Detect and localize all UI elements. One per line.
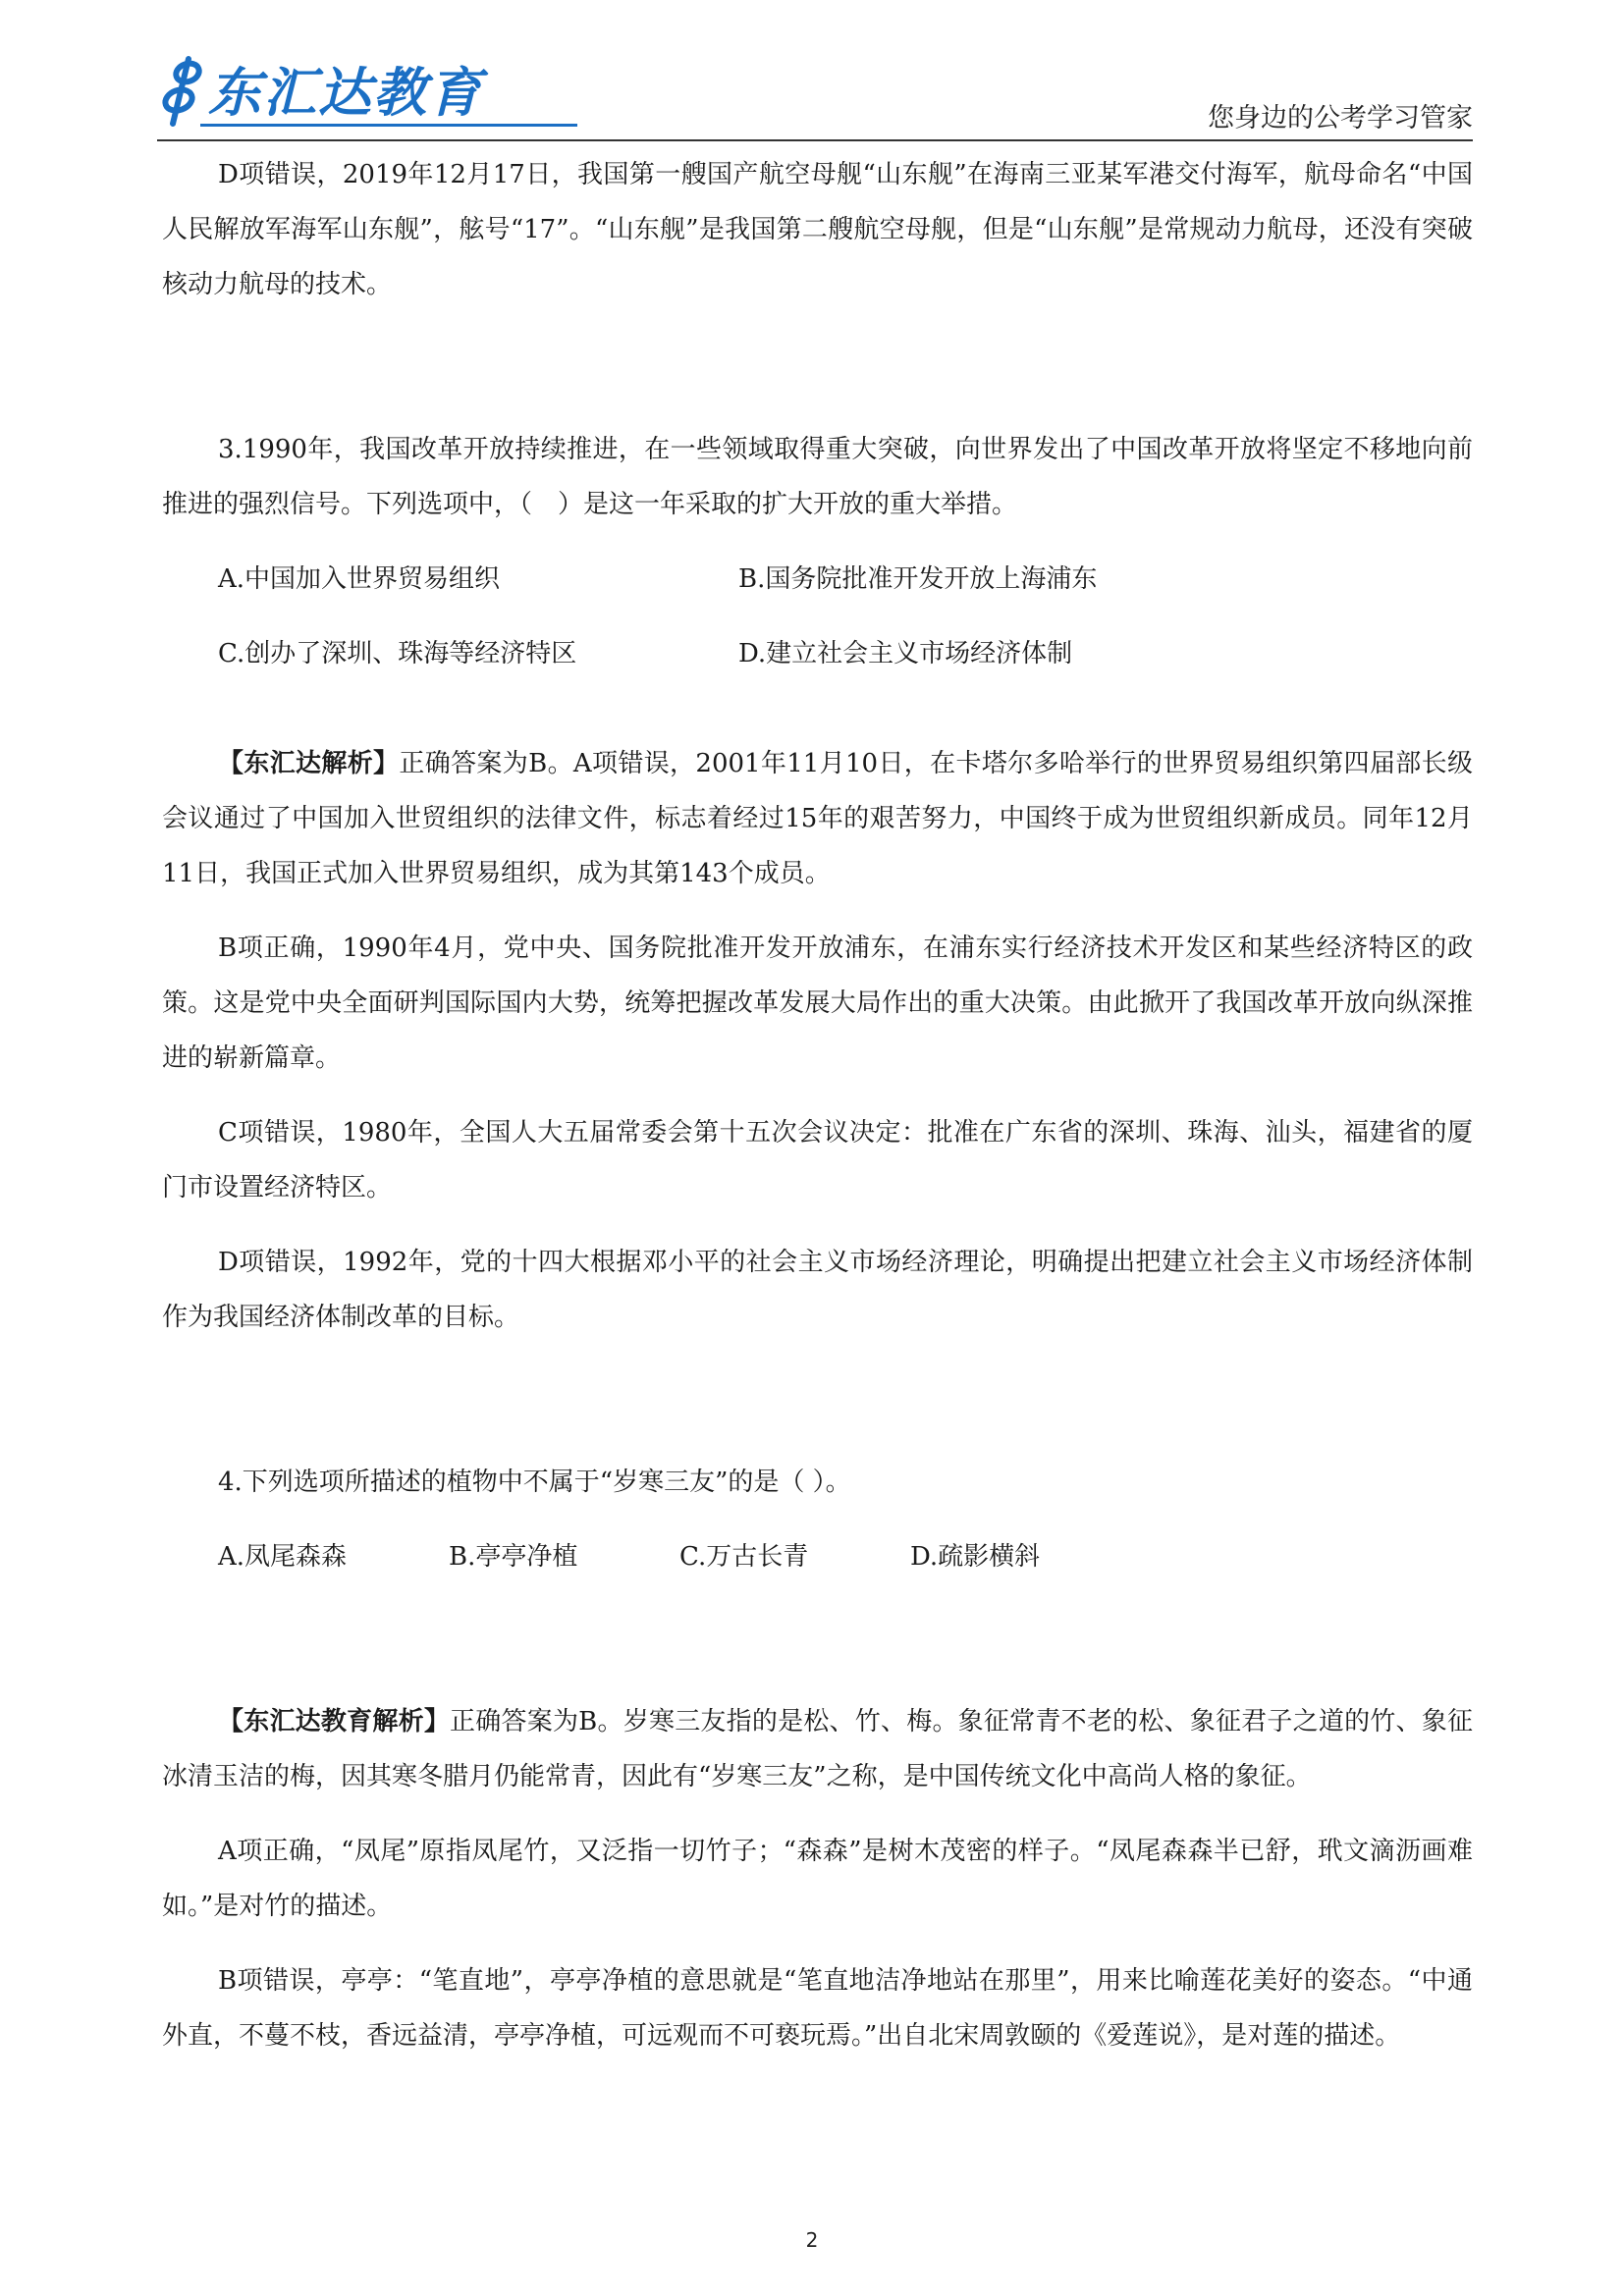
q4-option-d: D.疏影横斜 — [910, 1542, 1041, 1572]
q4-option-b: B.亭亭净植 — [449, 1542, 578, 1572]
spacer — [162, 681, 1473, 736]
q3-option-d: D.建立社会主义市场经济体制 — [738, 639, 1073, 668]
logo-text: 东汇达教育 — [208, 62, 483, 124]
spacer — [162, 1510, 1473, 1529]
answer-3-label: 【东汇达解析】 — [218, 749, 400, 778]
document-body — [162, 147, 1473, 2063]
spacer — [162, 1086, 1473, 1105]
logo — [157, 49, 589, 128]
spacer — [162, 532, 1473, 552]
q3-option-b: B.国务院批准开发开放上海浦东 — [738, 564, 1098, 594]
logo-underline — [200, 124, 577, 127]
answer-4-label: 【东汇达教育解析】 — [218, 1707, 451, 1736]
q3-option-a: A.中国加入世界贸易组织 — [218, 564, 501, 594]
page-number: 2 — [805, 2228, 819, 2252]
question-3: 3.1990年，我国改革开放持续推进，在一些领域取得重大突破，向世界发出了中国改革开放将坚定不移地向前推进的强烈信号。下列选项中，（ ）是这一年采取的扩大开放的重大举措。 — [162, 435, 1473, 519]
header-divider — [157, 139, 1473, 141]
q3-option-c: C.创办了深圳、珠海等经济特区 — [218, 639, 577, 668]
page-header — [157, 39, 1473, 141]
spacer — [162, 901, 1473, 921]
answer-4-a: A项正确，“凤尾”原指凤尾竹，又泛指一切竹子；“森森”是树木茂密的样子。“凤尾森森半已舒，玳文滴沥画难如。”是对竹的描述。 — [162, 1837, 1473, 1921]
spacer — [162, 312, 1473, 422]
q3-options-row-1 — [162, 552, 1473, 607]
q4-option-a: A.凤尾森森 — [218, 1542, 348, 1572]
logo-mark-icon — [159, 53, 206, 130]
spacer — [162, 1215, 1473, 1235]
q3-options-row-2 — [162, 626, 1473, 681]
answer-3-d: D项错误，1992年，党的十四大根据邓小平的社会主义市场经济理论，明确提出把建立社会主义市场经济体制作为我国经济体制改革的目标。 — [162, 1248, 1473, 1332]
spacer — [162, 1934, 1473, 1953]
spacer — [162, 1804, 1473, 1824]
paragraph-d-explanation: D项错误，2019年12月17日，我国第一艘国产航空母舰“山东舰”在海南三亚某军港交付海军，航母命名“中国人民解放军海军山东舰”，舷号“17”。“山东舰”是我国第二艘航空母舰，但是“山东舰”是常规动力航母，还没有突破核动力航母的技术。 — [162, 160, 1473, 299]
answer-3-c: C项错误，1980年，全国人大五届常委会第十五次会议决定：批准在广东省的深圳、珠海、汕头，福建省的厦门市设置经济特区。 — [162, 1118, 1473, 1202]
header-slogan: 您身边的公考学习管家 — [1208, 103, 1473, 133]
spacer — [162, 1584, 1473, 1694]
answer-3-b: B项正确，1990年4月，党中央、国务院批准开发开放浦东，在浦东实行经济技术开发区和某些经济特区的政策。这是党中央全面研判国际国内大势，统筹把握改革发展大局作出的重大决策。由此掀开了我国改革开放向纵深推进的崭新篇章。 — [162, 934, 1473, 1073]
answer-4-text: 正确答案为B。岁寒三友指的是松、竹、梅。象征常青不老的松、象征君子之道的竹、象征冰清玉洁的梅，因其寒冬腊月仍能常青，因此有“岁寒三友”之称，是中国传统文化中高尚人格的象征。 — [162, 1707, 1473, 1791]
answer-4-b: B项错误，亭亭：“笔直地”，亭亭净植的意思就是“笔直地洁净地站在那里”，用来比喻莲花美好的姿态。“中通外直，不蔓不枝，香远益清，亭亭净植，可远观而不可亵玩焉。”出自北宋周敦颐的《爱莲说》，是对莲的描述。 — [162, 1966, 1473, 2051]
question-4: 4.下列选项所描述的植物中不属于“岁寒三友”的是（ ）。 — [218, 1468, 851, 1497]
answer-4-analysis — [162, 1694, 1473, 1804]
spacer — [162, 1345, 1473, 1455]
q4-option-c: C.万古长青 — [679, 1542, 809, 1572]
q4-options-row — [162, 1529, 1473, 1584]
answer-3-analysis — [162, 736, 1473, 901]
answer-3-text: 正确答案为B。A项错误，2001年11月10日，在卡塔尔多哈举行的世界贸易组织第四届部长级会议通过了中国加入世贸组织的法律文件，标志着经过15年的艰苦努力，中国终于成为世贸组织新成员。同年12月11日，我国正式加入世界贸易组织，成为其第143个成员。 — [162, 749, 1473, 888]
